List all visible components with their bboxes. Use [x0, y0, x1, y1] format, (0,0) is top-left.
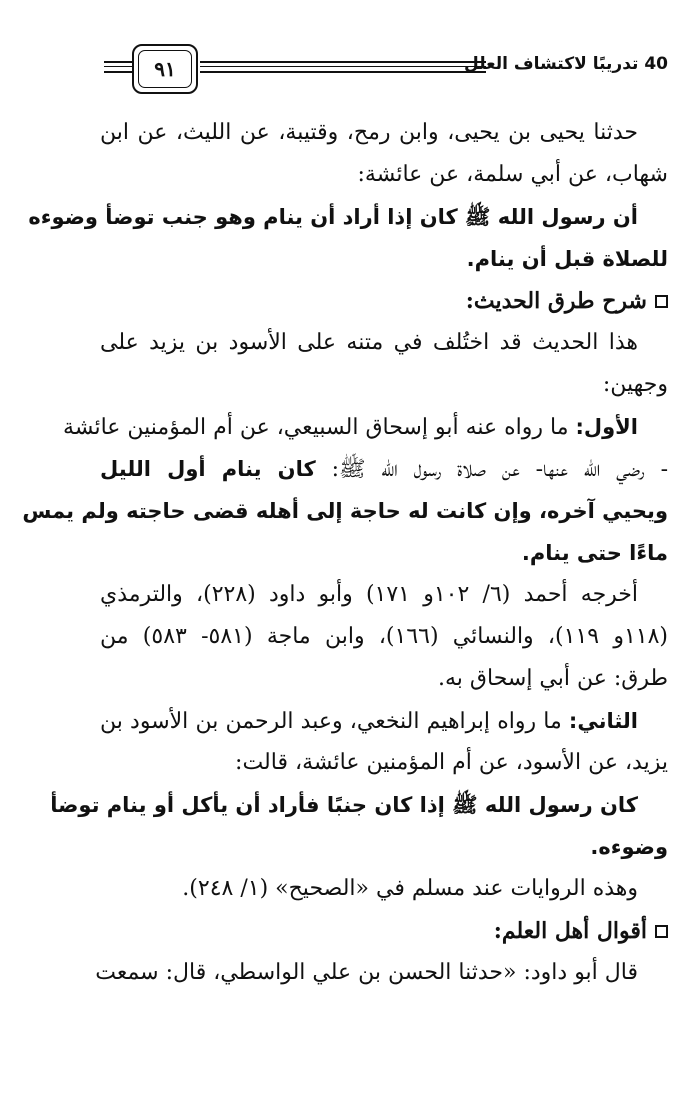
page-number: ٩١ [138, 50, 192, 88]
hadith-text: ويحيي آخره، وإن كانت له حاجة إلى أهله قضى حاجته ولم يمس [22, 499, 668, 523]
item-label: الأول: [575, 415, 638, 439]
hadith-text: كان رسول الله ﷺ إذا كان جنبًا فأراد أن يأكل أو ينام توضأ [50, 793, 638, 817]
section-heading-text: أقوال أهل العلم: [493, 918, 647, 944]
hadith-text: ماءًا حتى ينام. [521, 541, 668, 565]
text-line [100, 448, 668, 490]
header-rule [200, 71, 486, 73]
page-body [22, 112, 669, 994]
item-label: الثاني: [568, 709, 638, 733]
text-line: هذا الحديث قد اختُلف في متنه على الأسود بن يزيد على [100, 330, 638, 355]
text-line: (١١٨و ١١٩)، والنسائي (١٦٦)، وابن ماجة (٥٨١- ٥٨٣) من [100, 624, 669, 649]
text-line: وهذه الروايات عند مسلم في «الصحيح» (١/ ٢٤٨). [182, 876, 638, 901]
text-line: حدثنا يحيى بن يحيى، وابن رمح، وقتيبة، عن الليث، عن ابن [100, 120, 638, 145]
hadith-text: وضوءه. [590, 835, 668, 859]
square-bullet-icon [655, 925, 668, 938]
page-header [0, 44, 698, 100]
hadith-text: أن رسول الله ﷺ كان إذا أراد أن ينام وهو جنب توضأ وضوءه [28, 205, 638, 229]
text-line [63, 406, 668, 448]
text-line: قال أبو داود: «حدثنا الحسن بن علي الواسطي، قال: سمعت [95, 960, 638, 985]
header-rule [200, 61, 486, 63]
book-title: 40 تدريبًا لاكتشاف العلل [464, 54, 668, 74]
section-heading-text: شرح طرق الحديث: [465, 288, 647, 314]
text-line: طرق: عن أبي إسحاق به. [438, 666, 668, 691]
text-line: أخرجه أحمد (٦/ ١٠٢و ١٧١) وأبو داود (٢٢٨)، والترمذي [100, 582, 639, 607]
section-heading [100, 910, 668, 952]
text-line: شهاب، عن أبي سلمة، عن عائشة: [357, 162, 668, 187]
text-line: يزيد، عن الأسود، عن أم المؤمنين عائشة، قالت: [235, 750, 668, 775]
text-span: - رضي الله عنها- عن صلاة رسول الله ﷺ: [331, 457, 669, 482]
text-span: ما رواه إبراهيم النخعي، وعبد الرحمن بن الأسود بن [100, 709, 562, 734]
text-line [100, 700, 668, 742]
hadith-text: كان ينام أول الليل [100, 457, 316, 481]
header-rule [200, 66, 486, 67]
text-span: ما رواه عنه أبو إسحاق السبيعي، عن أم المؤمنين عائشة [63, 415, 569, 440]
header-rule [104, 71, 132, 73]
header-rule [104, 61, 132, 63]
header-rule [104, 66, 132, 67]
page-number-frame [132, 44, 198, 94]
hadith-text: للصلاة قبل أن ينام. [466, 247, 668, 271]
square-bullet-icon [655, 295, 668, 308]
section-heading [100, 280, 668, 322]
text-line: وجهين: [602, 372, 668, 397]
